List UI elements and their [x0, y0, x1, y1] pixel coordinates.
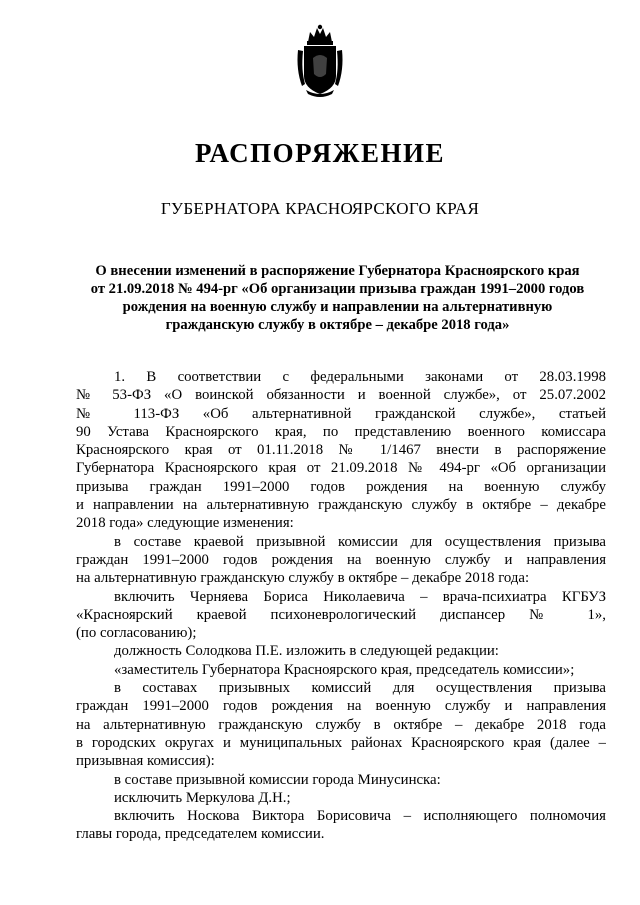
body-line: и направлении на альтернативную гражданскую службу в октябре – декабре	[76, 497, 606, 514]
body-line: в составе призывной комиссии города Минусинска:	[114, 771, 441, 788]
coat-of-arms-icon	[296, 24, 344, 98]
heading-line: О внесении изменений в распоряжение Губернатора Красноярского края	[95, 263, 580, 279]
body-line: в составах призывных комиссий для осуществления призыва	[114, 680, 606, 697]
document-body	[76, 368, 606, 844]
heading-line: гражданскую службу в октябре – декабре 2018 года»	[165, 317, 510, 333]
body-line: 1. В соответствии с федеральными законами от 28.03.1998	[114, 369, 606, 385]
body-line: призыва граждан 1991–2000 годов рождения на военную службу	[76, 478, 606, 495]
body-line: Красноярского края от 01.11.2018 № 1/1467 внести в распоряжение	[76, 442, 606, 459]
heading-line: от 21.09.2018 № 494-рг «Об организации призыва граждан 1991–2000 годов	[90, 281, 585, 297]
document-heading	[70, 262, 605, 334]
body-line: «заместитель Губернатора Красноярского края, председатель комиссии»;	[114, 661, 575, 678]
body-line: № 113-ФЗ «Об альтернативной гражданской службе», статьей	[76, 405, 606, 422]
body-line: № 53-ФЗ «О воинской обязанности и военной службе», от 25.07.2002	[76, 387, 606, 404]
document-subtitle: ГУБЕРНАТОРА КРАСНОЯРСКОГО КРАЯ	[160, 199, 480, 218]
body-line: на альтернативную гражданскую службу в октябре – декабре 2018 года	[76, 716, 606, 733]
body-line: граждан 1991–2000 годов рождения на военную службу и направления	[76, 698, 606, 715]
body-line: исключить Меркулова Д.Н.;	[114, 789, 291, 806]
body-line: (по согласованию);	[76, 625, 197, 642]
heading-line: рождения на военную службу и направлении на альтернативную	[122, 299, 553, 315]
body-line: «Красноярский краевой психоневрологический диспансер № 1»,	[76, 606, 606, 623]
body-line: граждан 1991–2000 годов рождения на военную службу и направления	[76, 551, 606, 568]
body-line: 90 Устава Красноярского края, по представлению военного комиссара	[76, 423, 606, 440]
body-line: Губернатора Красноярского края от 21.09.2018 № 494-рг «Об организации	[76, 460, 606, 477]
body-line: включить Носкова Виктора Борисовича – исполняющего полномочия	[114, 808, 606, 825]
body-line: призывная комиссия):	[76, 753, 215, 770]
body-line: в составе краевой призывной комиссии для осуществления призыва	[114, 533, 606, 550]
body-line: включить Черняева Бориса Николаевича – врача-психиатра КГБУЗ	[114, 588, 606, 605]
body-line: на альтернативную гражданскую службу в октябре – декабре 2018 года:	[76, 570, 530, 587]
body-line: должность Солодкова П.Е. изложить в следующей редакции:	[114, 643, 499, 660]
body-line: главы города, председателем комиссии.	[76, 826, 325, 843]
body-line: 2018 года» следующие изменения:	[76, 515, 294, 532]
document-title: РАСПОРЯЖЕНИЕ	[194, 138, 446, 168]
body-line: в городских округах и муниципальных районах Красноярского края (далее –	[76, 734, 606, 751]
